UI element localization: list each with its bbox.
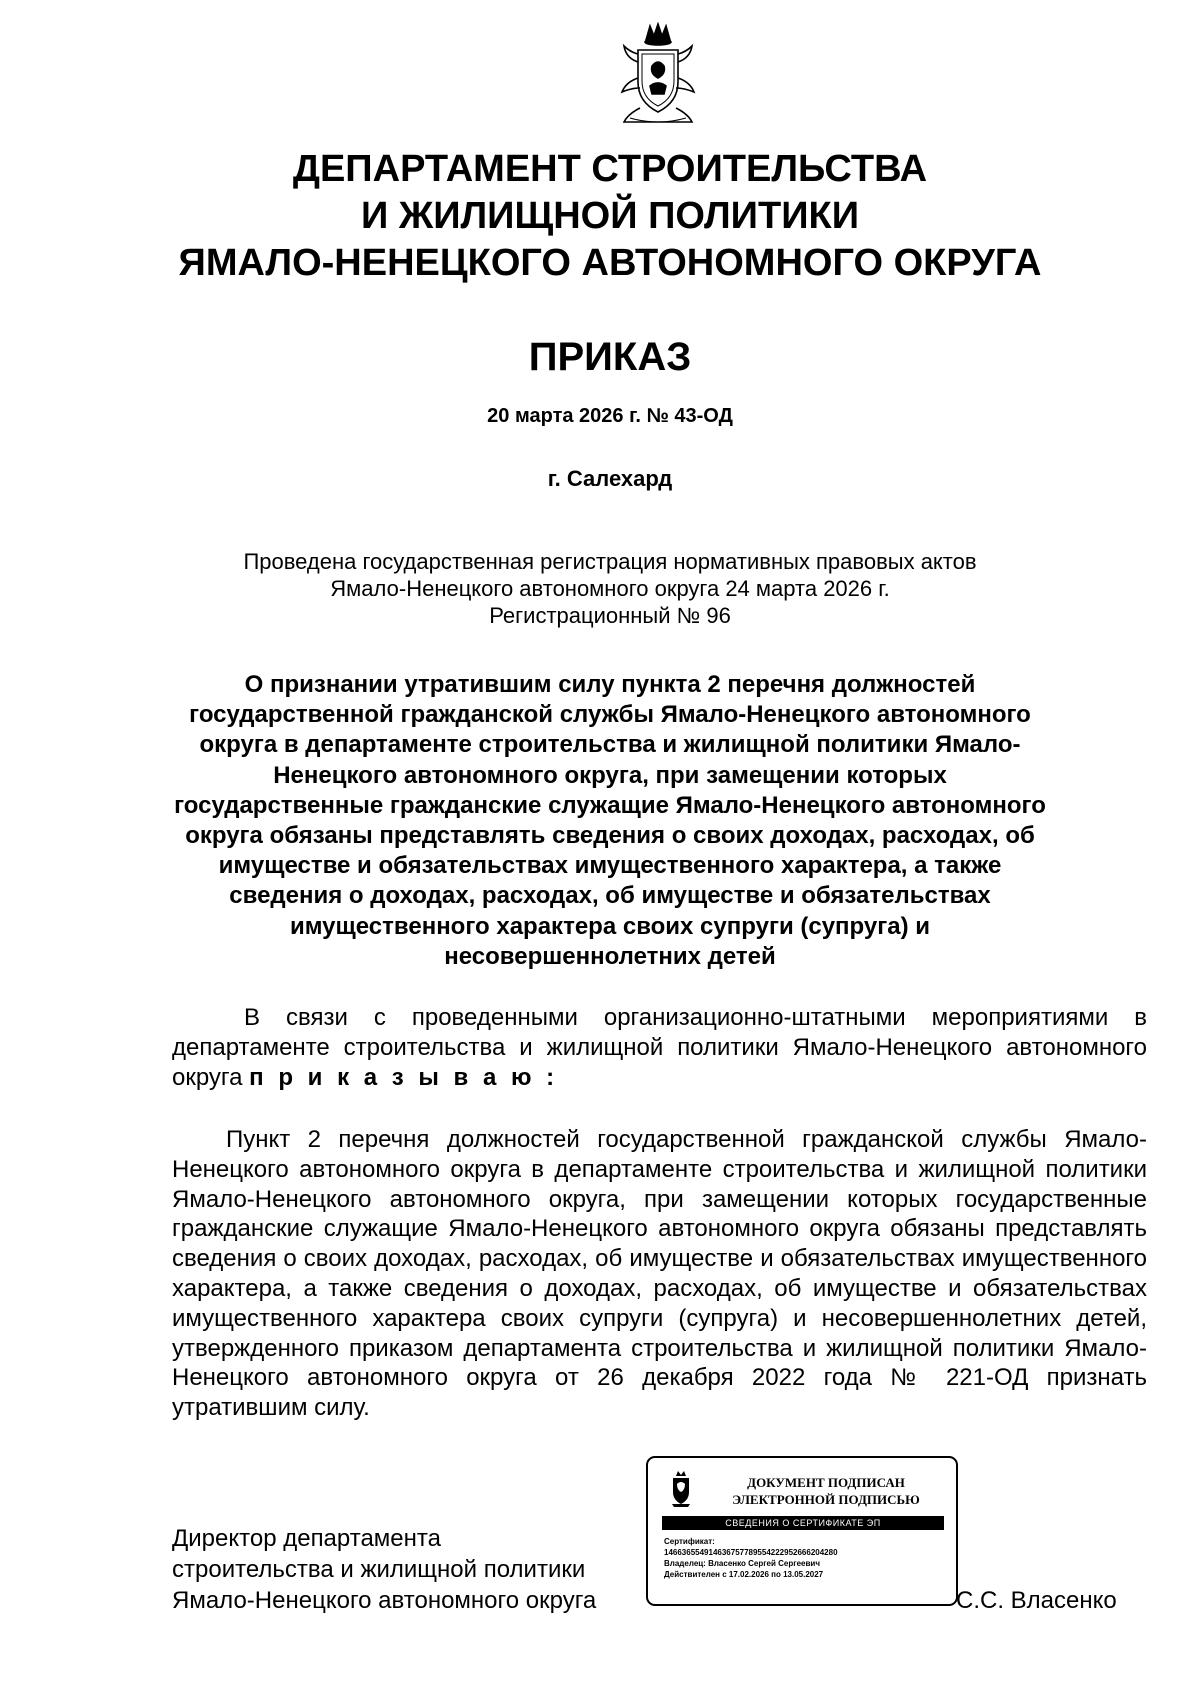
certificate-owner: Владелец: Власенко Сергей Сергеевич [664, 1559, 820, 1568]
coat-of-arms-emblem [620, 22, 696, 128]
signer-position-line: строительства и жилищной политики [172, 1556, 586, 1583]
order-city: г. Салехард [547, 466, 673, 491]
signer-position-line: Директор департамента [172, 1525, 441, 1552]
registration-line: Ямало-Ненецкого автономного округа 24 марта 2026 г. [330, 576, 890, 601]
stamp-title-line: ДОКУМЕНТ ПОДПИСАН [747, 1475, 905, 1490]
stamp-title [706, 1474, 946, 1508]
certificate-details [664, 1536, 944, 1580]
registration-line: Регистрационный № 96 [489, 603, 731, 628]
department-title [150, 146, 1070, 287]
registration-line: Проведена государственная регистрация нормативных правовых актов [243, 549, 977, 574]
department-title-line: ДЕПАРТАМЕНТ СТРОИТЕЛЬСТВА [292, 148, 928, 190]
department-title-line: И ЖИЛИЩНОЙ ПОЛИТИКИ [360, 195, 860, 237]
order-heading: ПРИКАЗ [528, 335, 692, 379]
certificate-validity: Действителен с 17.02.2026 по 13.05.2027 [664, 1570, 824, 1579]
order-keyword: п р и к а з ы в а ю : [249, 1064, 559, 1091]
stamp-emblem-icon [668, 1470, 694, 1508]
order-date-number: 20 марта 2026 г. № 43-ОД [487, 405, 733, 427]
registration-note [150, 548, 1070, 629]
clause-paragraph: Пункт 2 перечня должностей государственной гражданской службы Ямало-Ненецкого автономного округа в департаменте строительства и жилищной политики Ямало-Ненецкого автономного округа, при замещении которых государственные гражданские служащие Ямало-Ненецкого автономного округа обязаны представлять сведения о своих доходах, расходах, об имуществе и обязательствах имущественного характера, а также сведения о доходах, расходах, об имуществе и обязательствах имущественного характера своих супруги (супруга) и несовершеннолетних детей, утвержденного приказом департамента строительства и жилищной политики Ямало-Ненецкого автономного округа от 26 декабря 2022 года № 221-ОД признать утратившим силу. [172, 1126, 1147, 1422]
stamp-title-line: ЭЛЕКТРОННОЙ ПОДПИСЬЮ [732, 1492, 920, 1507]
preamble-paragraph [172, 1003, 1147, 1093]
department-title-line: ЯМАЛО-НЕНЕЦКОГО АВТОНОМНОГО ОКРУГА [178, 242, 1042, 284]
certificate-number: 14663655491463675778955422295266620428​0 [664, 1548, 838, 1557]
signer-position [172, 1523, 672, 1616]
signer-position-line: Ямало-Ненецкого автономного округа [172, 1587, 597, 1614]
certificate-label: Сертификат: [664, 1537, 715, 1546]
signer-name: С.С. Власенко [956, 1587, 1117, 1614]
certificate-info-bar: СВЕДЕНИЯ О СЕРТИФИКАТЕ ЭП [662, 1516, 944, 1530]
electronic-signature-stamp [646, 1456, 958, 1606]
order-subject: О признании утратившим силу пункта 2 перечня должностей государственной гражданской службы Ямало-Ненецкого автономного округа в департаменте строительства и жилищной политики Ямало-Ненецкого автономного округа, при замещении которых государственные гражданские служащие Ямало-Ненецкого автономного округа обязаны представлять сведения о своих доходах, расходах, об имуществе и обязательствах имущественного характера, а также сведения о доходах, расходах, об имуществе и обязательствах имущественного характера своих супруги (супруга) и несовершеннолетних детей [174, 671, 1046, 970]
preamble-text: В связи с проведенными организационно-штатными мероприятиями в департаменте строительства и жилищной политики Ямало-Ненецкого автономного округа [172, 1004, 1147, 1091]
